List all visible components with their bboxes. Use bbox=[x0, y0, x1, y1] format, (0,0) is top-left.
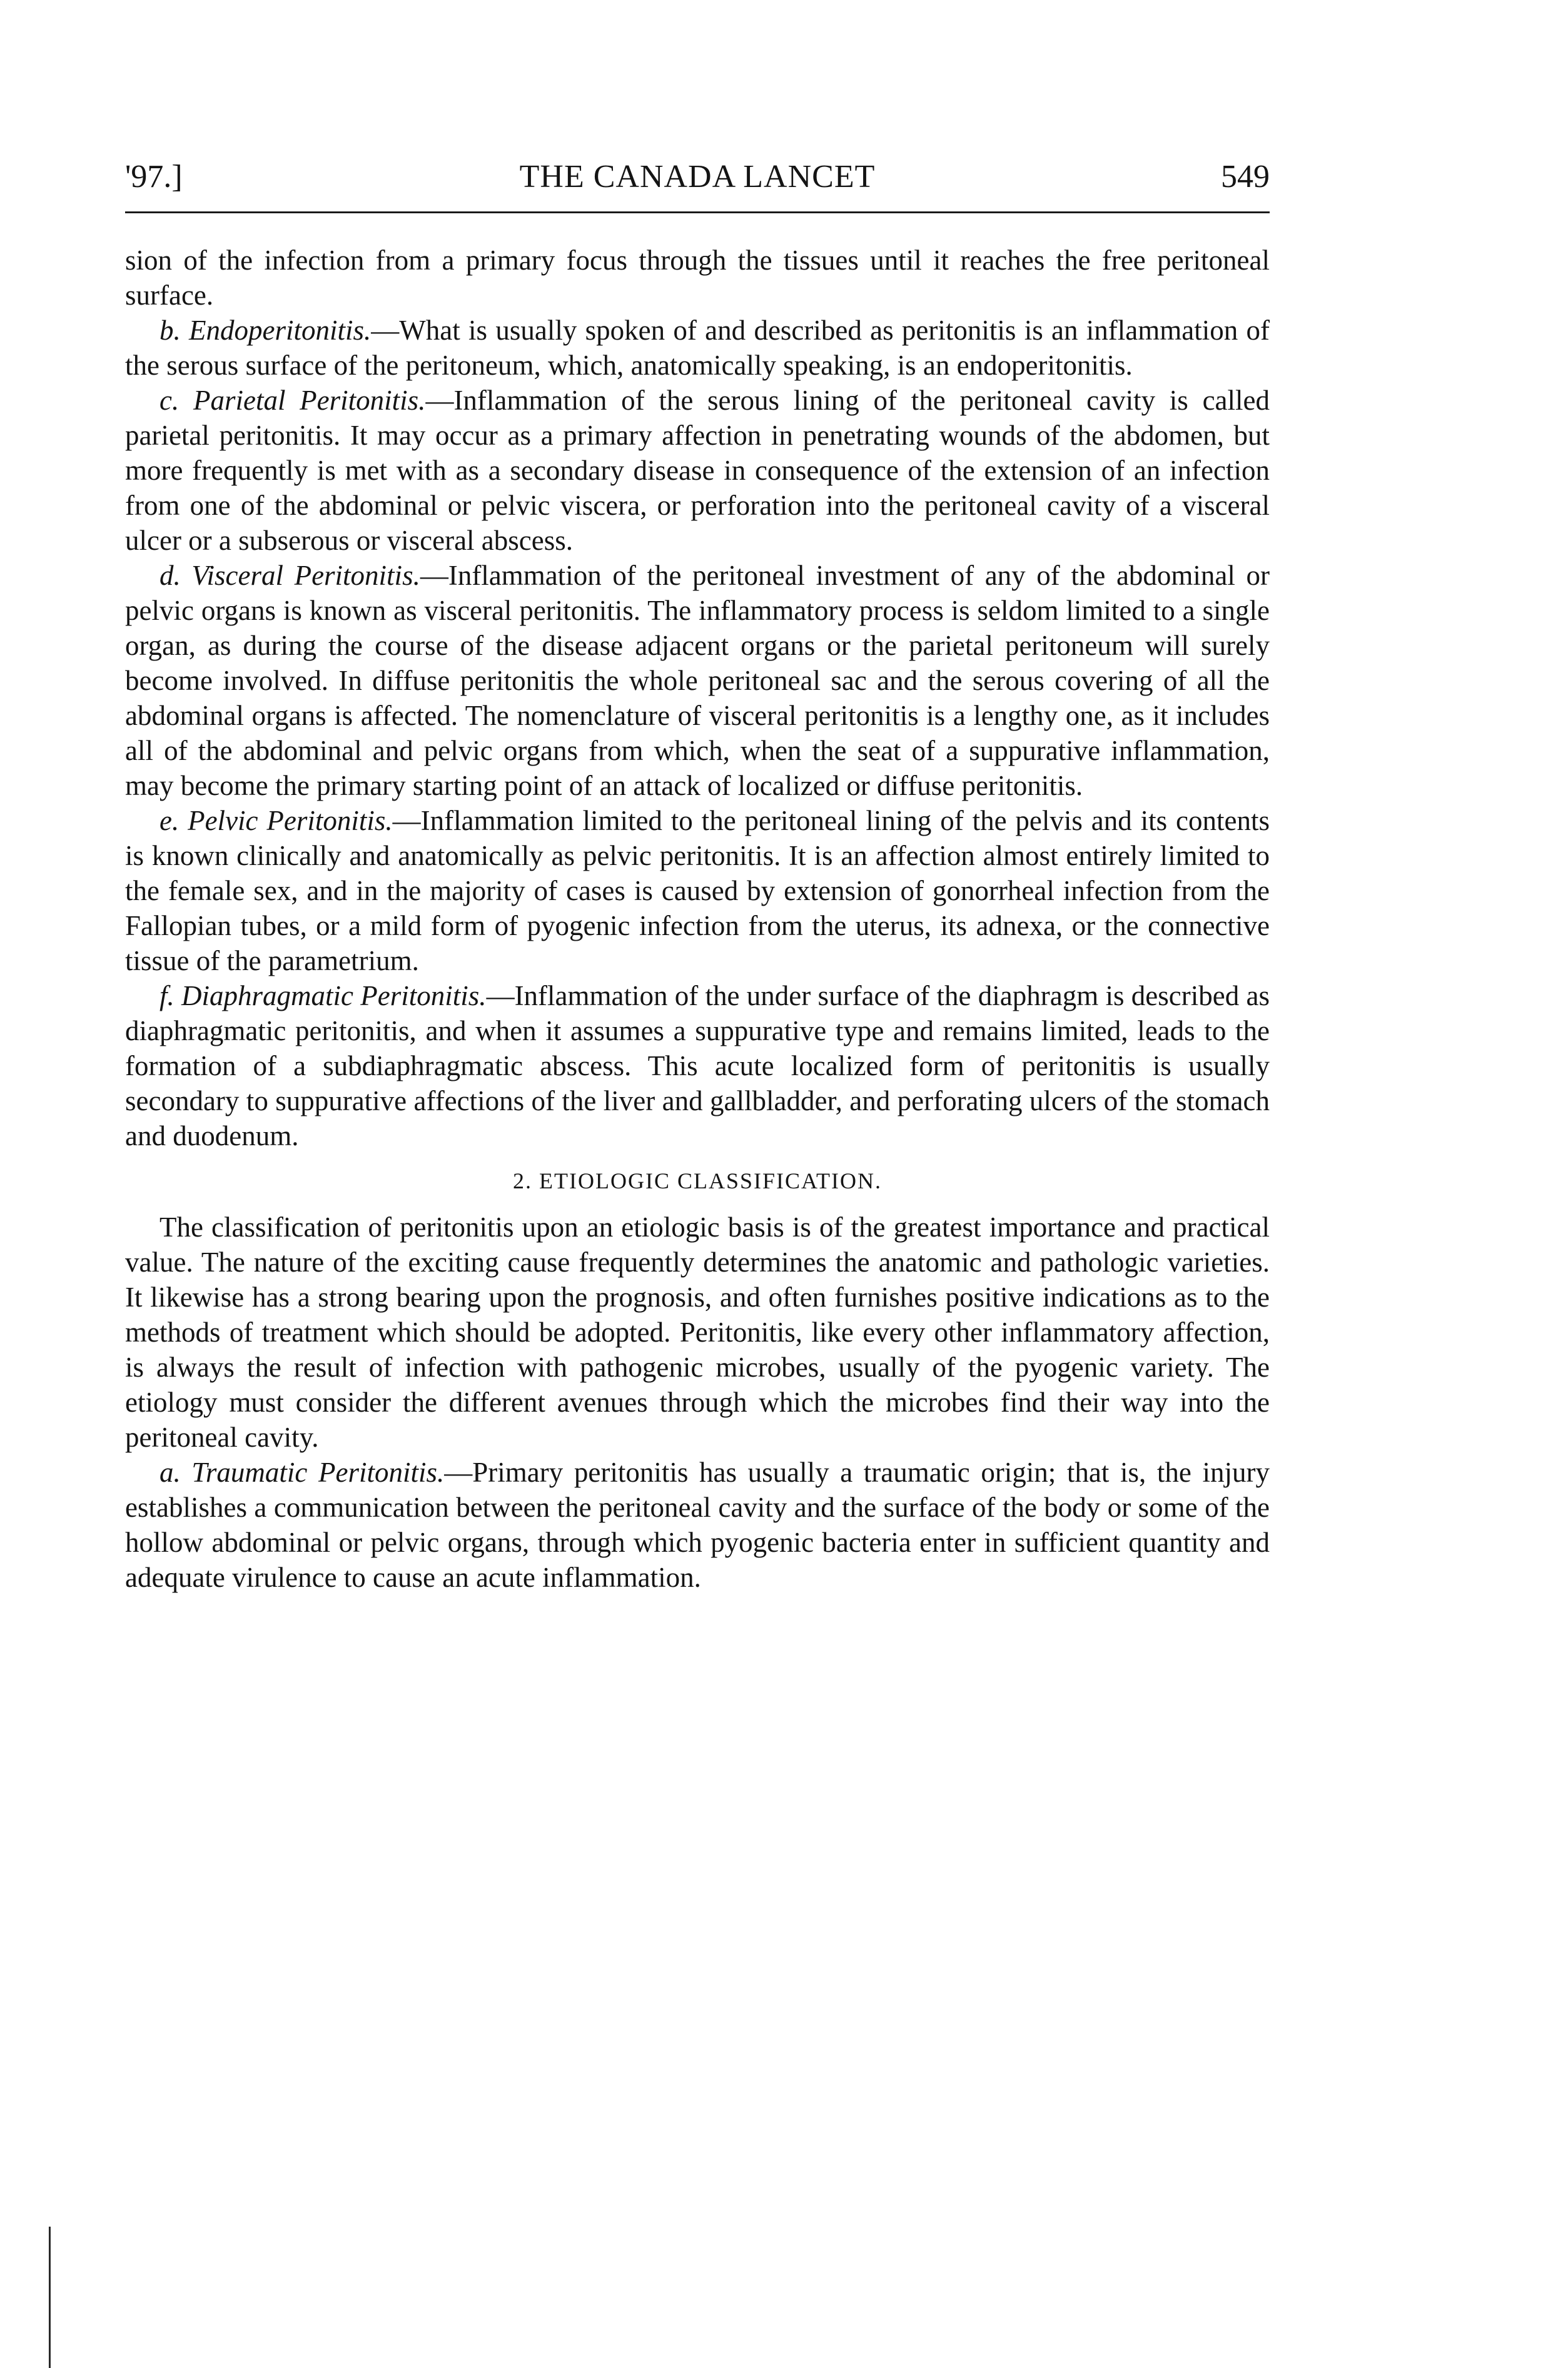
paragraph-pelvic-peritonitis bbox=[125, 803, 1270, 978]
paragraph-traumatic-peritonitis bbox=[125, 1455, 1270, 1595]
paragraph-diaphragmatic-peritonitis bbox=[125, 978, 1270, 1153]
paragraph-text: —What is usually spoken of and described as peritonitis is an inflammation of the serous surface of the peritoneum, which, anatomically speaking, is an endoperitonitis. bbox=[125, 315, 1270, 381]
subsection-label: b. Endoperitonitis. bbox=[159, 315, 372, 346]
journal-title: THE CANADA LANCET bbox=[519, 159, 876, 195]
paragraph-text: —Inflammation limited to the peritoneal lining of the pelvis and its contents is known clinically and anatomically as pelvic peritonitis. It is an affection almost entirely limited to the female sex, and in the majority of cases is caused by extension of gonorrheal infection from the Fallopian tubes, or a mild form of pyogenic infection from the uterus, its adnexa, or the connective tissue of the parametrium. bbox=[125, 805, 1270, 976]
volume-year-marker: '97.] bbox=[125, 159, 183, 195]
page-number: 549 bbox=[1221, 159, 1270, 195]
paragraph-etiologic-intro: The classification of peritonitis upon an etiologic basis is of the greatest importance and practical value. The nature of the exciting cause frequently determines the anatomic and pathologic varieties. It likewise has a strong bearing upon the prognosis, and often furnishes positive indications as to the methods of treatment which should be adopted. Peritonitis, like every other inflammatory affection, is always the result of infection with pathogenic microbes, usually of the pyogenic variety. The etiology must consider the different avenues through which the microbes find their way into the peritoneal cavity. bbox=[125, 1212, 1270, 1453]
binding-margin-line bbox=[49, 2227, 51, 2368]
article-body bbox=[125, 243, 1270, 1595]
subsection-label: a. Traumatic Peritonitis. bbox=[159, 1457, 445, 1488]
paragraph-text: —Primary peritonitis has usually a traumatic origin; that is, the injury establishes a communication between the peritoneal cavity and the surface of the body or some of the hollow abdominal or pelvic organs, through which pyogenic bacteria enter in sufficient quantity and adequate virulence to cause an acute inflammation. bbox=[125, 1457, 1270, 1593]
paragraph-text: —Inflammation of the under surface of the diaphragm is described as diaphragmatic peritonitis, and when it assumes a suppurative type and remains limited, leads to the formation of a subdiaphragmatic abscess. This acute localized form of peritonitis is usually secondary to suppurative affections of the liver and gallbladder, and perforating ulcers of the stomach and duodenum. bbox=[125, 980, 1270, 1151]
paragraph-visceral-peritonitis bbox=[125, 558, 1270, 803]
running-head bbox=[125, 156, 1270, 198]
section-heading: 2. ETIOLOGIC CLASSIFICATION. bbox=[513, 1168, 882, 1193]
header-rule bbox=[125, 211, 1270, 213]
paragraph-continuation: sion of the infection from a primary focus through the tissues until it reaches the free peritoneal surface. bbox=[125, 245, 1270, 311]
paragraph-endoperitonitis bbox=[125, 313, 1270, 383]
subsection-label: c. Parietal Peritonitis. bbox=[159, 385, 426, 416]
subsection-label: f. Diaphragmatic Peritonitis. bbox=[159, 980, 487, 1011]
subsection-label: d. Visceral Peritonitis. bbox=[159, 560, 420, 591]
paragraph-text: —Inflammation of the peritoneal investment of any of the abdominal or pelvic organs is known as visceral peritonitis. The inflammatory process is seldom limited to a single organ, as during the course of the disease adjacent organs or the parietal peritoneum will surely become involved. In diffuse peritonitis the whole peritoneal sac and the serous covering of all the abdominal organs is affected. The nomenclature of visceral peritonitis is a lengthy one, as it includes all of the abdominal and pelvic organs from which, when the seat of a suppurative inflammation, may become the primary starting point of an attack of localized or diffuse peritonitis. bbox=[125, 560, 1270, 801]
paragraph-text: —Inflammation of the serous lining of the peritoneal cavity is called parietal peritonitis. It may occur as a primary affection in penetrating wounds of the abdomen, but more frequently is met with as a secondary disease in consequence of the extension of an infection from one of the abdominal or pelvic viscera, or perforation into the peritoneal cavity of a visceral ulcer or a subserous or visceral abscess. bbox=[125, 385, 1270, 556]
subsection-label: e. Pelvic Peritonitis. bbox=[159, 805, 393, 836]
paragraph-parietal-peritonitis bbox=[125, 383, 1270, 558]
